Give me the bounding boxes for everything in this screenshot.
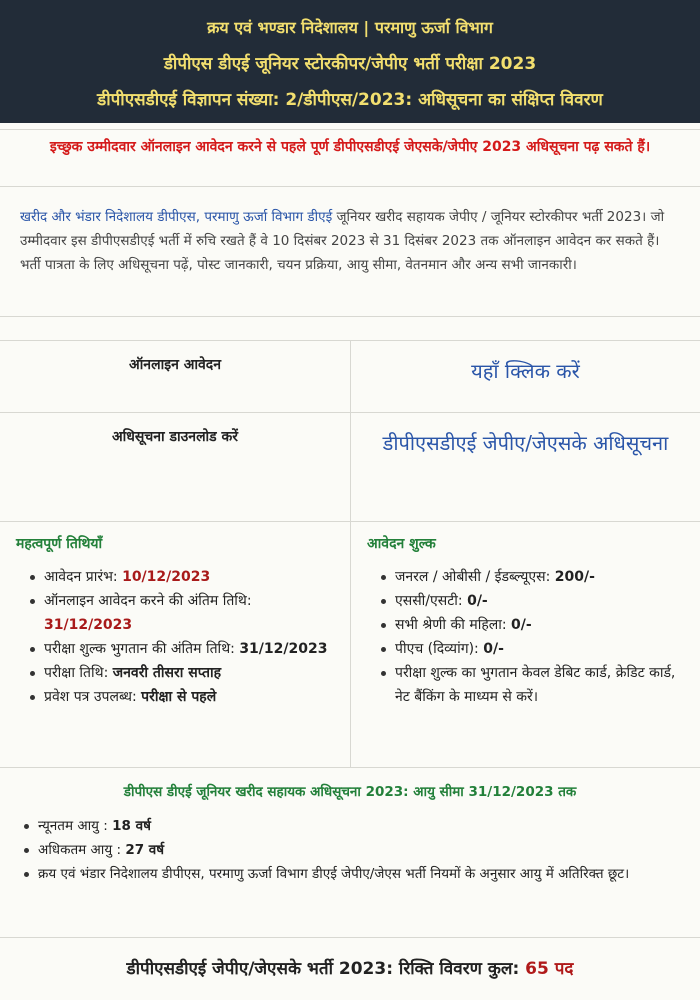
list-item: न्यूनतम आयु : 18 वर्ष [10, 814, 690, 838]
list-item: ऑनलाइन आवेदन करने की अंतिम तिथि: 31/12/2023 [16, 589, 334, 637]
list-item: जनरल / ओबीसी / ईडब्ल्यूएस: 200/- [367, 565, 684, 589]
list-item: परीक्षा तिथि: जनवरी तीसरा सप्ताह [16, 661, 334, 685]
list-item: परीक्षा शुल्क भुगतान की अंतिम तिथि: 31/12/2023 [16, 637, 334, 661]
header-line-1: क्रय एवं भण्डार निदेशालय | परमाणु ऊर्जा विभाग [207, 18, 493, 37]
vacancy-count: 65 पद [525, 959, 574, 979]
fees-title: आवेदन शुल्क [367, 536, 436, 552]
list-item: पीएच (दिव्यांग): 0/- [367, 637, 684, 661]
list-item: क्रय एवं भंडार निदेशालय डीपीएस, परमाणु ऊर्जा विभाग डीएई जेपीए/जेएस भर्ती नियमों के अनुसार आयु में अतिरिक्त छूट। [10, 862, 690, 886]
dates-list [16, 565, 334, 709]
application-fees [350, 522, 700, 767]
download-row [0, 413, 700, 522]
vacancy-text: डीपीएसडीएई जेपीए/जेएसके भर्ती 2023: रिक्ति विवरण कुल: [126, 959, 526, 979]
list-item: परीक्षा शुल्क का भुगतान केवल डेबिट कार्ड, क्रेडिट कार्ड, नेट बैंकिंग के माध्यम से करें। [367, 661, 684, 709]
online-apply-link[interactable]: यहाँ क्लिक करें [350, 341, 700, 412]
page-header [0, 0, 700, 123]
download-link[interactable]: डीपीएसडीएई जेपीए/जेएसके अधिसूचना [350, 413, 700, 521]
age-title: डीपीएस डीएई जूनियर खरीद सहायक अधिसूचना 2023: आयु सीमा 31/12/2023 तक [123, 784, 577, 800]
info-table [0, 340, 700, 768]
header-line-3: डीपीएसडीएई विज्ञापन संख्या: 2/डीपीएस/2023: अधिसूचना का संक्षिप्त विवरण [97, 90, 603, 110]
list-item: सभी श्रेणी की महिला: 0/- [367, 613, 684, 637]
online-apply-row [0, 341, 700, 413]
intro-body: जूनियर खरीद सहायक जेपीए / जूनियर स्टोरकीपर भर्ती 2023। जो उम्मीदवार इस डीपीएसडीएई भर्ती में रुचि रखते हैं वे 10 दिसंबर 2023 से 31 दिसंबर 2023 तक ऑनलाइन आवेदन कर सकते हैं। भर्ती पात्रता के लिए अधिसूचना पढ़ें, पोस्ट जानकारी, चयन प्रक्रिया, आयु सीमा, वेतनमान और अन्य सभी जानकारी। [20, 209, 665, 273]
age-limit-section [0, 768, 700, 938]
download-label: अधिसूचना डाउनलोड करें [111, 429, 239, 445]
list-item: प्रवेश पत्र उपलब्ध: परीक्षा से पहले [16, 685, 334, 709]
intro-link[interactable]: खरीद और भंडार निदेशालय डीपीएस, परमाणु ऊर्जा विभाग डीएई [20, 209, 333, 225]
vacancy-heading [0, 938, 700, 1000]
age-list [0, 814, 700, 886]
list-item: एससी/एसटी: 0/- [367, 589, 684, 613]
online-apply-label: ऑनलाइन आवेदन [128, 357, 222, 373]
intro-paragraph [0, 205, 700, 317]
header-line-2: डीपीएस डीएई जूनियर स्टोरकीपर/जेपीए भर्ती परीक्षा 2023 [163, 54, 537, 74]
important-dates [0, 522, 350, 767]
dates-title: महत्वपूर्ण तिथियाँ [16, 536, 103, 552]
list-item: अधिकतम आयु : 27 वर्ष [10, 838, 690, 862]
alert-notice: इच्छुक उम्मीदवार ऑनलाइन आवेदन करने से पहले पूर्ण डीपीएसडीएई जेएसके/जेपीए 2023 अधिसूचना पढ़ सकते हैं। [0, 129, 700, 187]
fees-list [367, 565, 684, 709]
dates-fees-row [0, 522, 700, 768]
list-item: आवेदन प्रारंभ: 10/12/2023 [16, 565, 334, 589]
